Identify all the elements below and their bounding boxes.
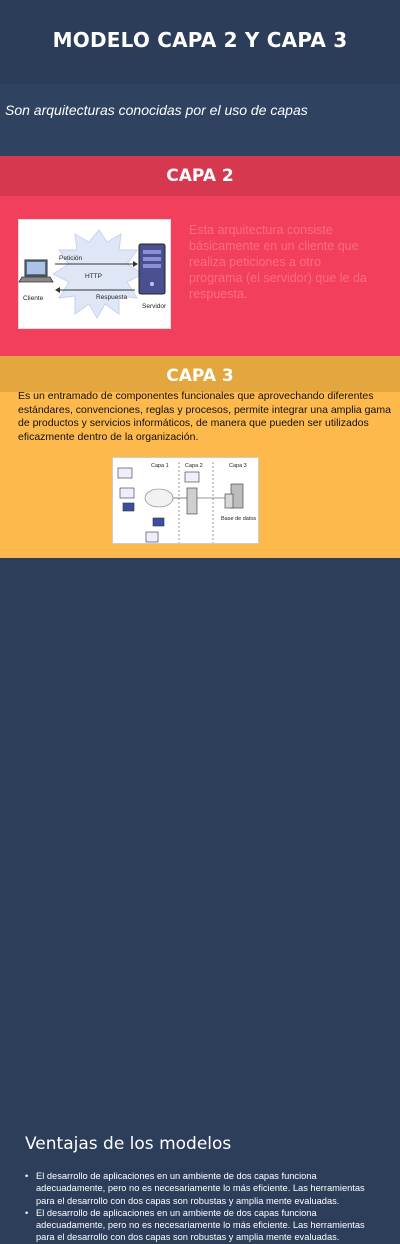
computer-icon (146, 532, 158, 542)
three-tier-diagram-svg (113, 458, 260, 545)
respuesta-label: Respuesta (96, 294, 128, 301)
app-server-icon (187, 488, 197, 514)
http-label: HTTP (85, 273, 102, 280)
computer-icon (118, 468, 132, 478)
capa2-description: Esta arquitectura consiste básicamente en un cliente que realiza peticiones a otro programa (el servidor) que le da respuesta. (189, 223, 367, 301)
servidor-label: Servidor (142, 303, 167, 310)
list-item: • El desarrollo de aplicaciones en un ambiente de dos capas funciona adecuadamente, pero no es necesariamente lo más eficiente. Las herramientas para el desarrollo con dos capas son robustas y amplia mente evaluadas. (36, 1170, 376, 1207)
capa3-col-label: Capa 3 (229, 463, 247, 469)
three-tier-diagram (112, 457, 259, 544)
subtitle-band (0, 84, 400, 156)
capa1-label: Capa 1 (151, 463, 169, 469)
capa3-header (0, 356, 400, 392)
capa2-col-label: Capa 2 (185, 463, 203, 469)
base-de-datos-label: Base de datos (221, 516, 257, 522)
page-header (0, 0, 400, 84)
peticion-label: Petición (59, 255, 83, 262)
client-server-diagram (18, 219, 171, 329)
ventajas-title: Ventajas de los modelos (25, 1134, 232, 1154)
laptop-icon (19, 260, 53, 282)
computer-icon (123, 503, 134, 511)
list-item: • El desarrollo de aplicaciones en un ambiente de dos capas funciona adecuadamente, pero no es necesariamente lo más eficiente. Las herramientas para el desarrollo con dos capas son robustas y amplia mente evaluadas. (36, 1207, 376, 1244)
capa2-title: CAPA 2 (166, 166, 234, 186)
network-cloud-icon (145, 489, 173, 507)
computer-icon (153, 518, 164, 526)
page-subtitle: Son arquitecturas conocidas por el uso de capas (5, 102, 308, 118)
ventajas-list (36, 1170, 376, 1244)
database-server-icon (225, 494, 233, 508)
capa3-description: Es un entramado de componentes funcionales que aprovechando diferentes estándares, convenciones, reglas y procesos, permite integrar una amplia gama de productos y servicios informáticos, de manera que pueden ser utilizados eficazmente dentro de la organización. (18, 390, 391, 443)
capa2-header (0, 156, 400, 196)
page-title: MODELO CAPA 2 Y CAPA 3 (52, 28, 348, 52)
request-arrowhead (133, 261, 138, 267)
ventajas-content (0, 558, 400, 1243)
app-server-icon (185, 472, 199, 482)
server-icon (139, 244, 165, 294)
computer-icon (120, 488, 134, 498)
response-arrowhead (55, 287, 60, 293)
cliente-label: Cliente (23, 295, 44, 302)
capa3-title: CAPA 3 (166, 366, 234, 386)
client-server-diagram-svg (19, 220, 172, 330)
